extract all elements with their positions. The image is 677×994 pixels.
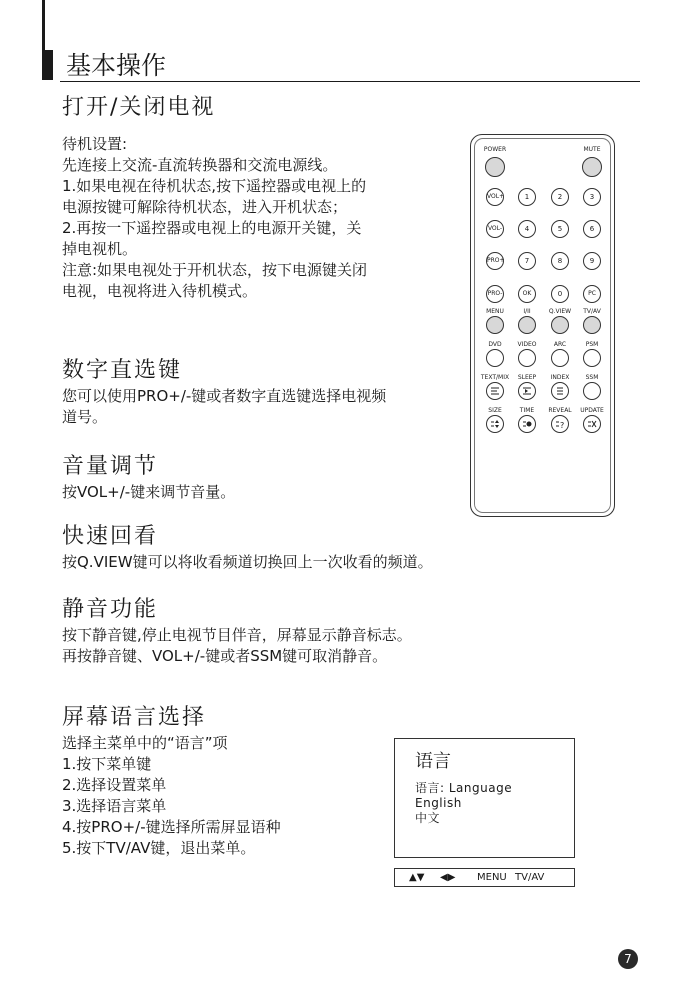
section-title-mute: 静音功能 bbox=[62, 597, 159, 622]
text-line: 5.按下TV/AV键，退出菜单。 bbox=[62, 839, 256, 857]
menu-navigation-bar bbox=[394, 868, 575, 887]
digit-6-button: 6 bbox=[583, 220, 601, 238]
text-line: 按下静音键,停止电视节目伴音，屏幕显示静音标志。 bbox=[62, 626, 412, 644]
power-label: POWER bbox=[483, 146, 507, 153]
menu-button bbox=[486, 316, 504, 334]
dvd-label: DVD bbox=[488, 341, 502, 348]
digit-7-button: 7 bbox=[518, 252, 536, 270]
pro-minus-button: PRO- bbox=[486, 285, 504, 303]
section-title-qview: 快速回看 bbox=[62, 524, 159, 549]
section-title-power: 打开/关闭电视 bbox=[62, 95, 216, 120]
digit-1-button: 1 bbox=[518, 188, 536, 206]
i-ii-label: I/II bbox=[523, 308, 531, 315]
textmix-label: TEXT/MIX bbox=[480, 374, 510, 381]
section-body-language bbox=[62, 733, 281, 859]
time-button bbox=[518, 415, 536, 433]
remote-control-illustration bbox=[470, 134, 615, 517]
digit-4-button: 4 bbox=[518, 220, 536, 238]
section-body-mute bbox=[62, 625, 412, 667]
digit-8-button: 8 bbox=[551, 252, 569, 270]
section-body-qview bbox=[62, 552, 433, 573]
textmix-button bbox=[486, 382, 504, 400]
video-label: VIDEO bbox=[517, 341, 537, 348]
dvd-button bbox=[486, 349, 504, 367]
header-rule bbox=[60, 81, 640, 82]
header-bar-block bbox=[42, 50, 53, 80]
reveal-label: REVEAL bbox=[548, 407, 572, 414]
text-line: 掉电视机。 bbox=[62, 240, 138, 258]
index-icon bbox=[555, 386, 565, 396]
digit-5-button: 5 bbox=[551, 220, 569, 238]
text-line: 3.选择语言菜单 bbox=[62, 797, 167, 815]
reveal-icon bbox=[555, 419, 565, 429]
text-line: 您可以使用PRO+/-键或者数字直选键选择电视频 bbox=[62, 387, 387, 405]
index-button bbox=[551, 382, 569, 400]
ssm-label: SSM bbox=[585, 374, 599, 381]
section-body-digit bbox=[62, 386, 386, 428]
text-line: 2.选择设置菜单 bbox=[62, 776, 167, 794]
ok-button: OK bbox=[518, 285, 536, 303]
update-icon bbox=[587, 419, 597, 429]
sleep-button bbox=[518, 382, 536, 400]
menu-label: MENU bbox=[486, 308, 504, 315]
page-number-badge: 7 bbox=[618, 949, 638, 969]
arc-label: ARC bbox=[553, 341, 567, 348]
tvav-label: TV/AV bbox=[583, 308, 601, 315]
section-body-volume bbox=[62, 482, 235, 503]
digit-2-button: 2 bbox=[551, 188, 569, 206]
mute-label: MUTE bbox=[583, 146, 601, 153]
menu-screen-line: English bbox=[415, 796, 462, 810]
svg-text:?: ? bbox=[560, 421, 565, 429]
video-button bbox=[518, 349, 536, 367]
psm-button bbox=[583, 349, 601, 367]
power-button bbox=[485, 157, 505, 177]
menu-screen-line: 中文 bbox=[415, 811, 441, 825]
text-line: 注意:如果电视处于开机状态，按下电源键关闭 bbox=[62, 261, 368, 279]
nav-tvav-label: TV/AV bbox=[515, 872, 545, 883]
size-label: SIZE bbox=[488, 407, 502, 414]
text-line: 再按静音键、VOL+/-键或者SSM键可取消静音。 bbox=[62, 647, 388, 665]
tvav-button bbox=[583, 316, 601, 334]
text-line: 先连接上交流-直流转换器和交流电源线。 bbox=[62, 156, 338, 174]
i-ii-button bbox=[518, 316, 536, 334]
time-label: TIME bbox=[519, 407, 535, 414]
language-menu-screen bbox=[394, 738, 575, 858]
text-line: 道号。 bbox=[62, 408, 108, 426]
mute-button bbox=[582, 157, 602, 177]
up-down-arrows-icon: ▲▼ bbox=[409, 872, 425, 883]
text-line: 电视，电视将进入待机模式。 bbox=[62, 282, 258, 300]
vol-plus-button: VOL+ bbox=[486, 188, 504, 206]
header-bar-line bbox=[42, 0, 45, 50]
arc-button bbox=[551, 349, 569, 367]
nav-menu-label: MENU bbox=[477, 872, 507, 883]
qview-label: Q.VIEW bbox=[548, 308, 572, 315]
section-title-volume: 音量调节 bbox=[62, 454, 159, 479]
sleep-icon bbox=[522, 386, 532, 396]
pro-plus-button: PRO+ bbox=[486, 252, 504, 270]
ssm-button bbox=[583, 382, 601, 400]
text-mix-icon bbox=[490, 386, 500, 396]
section-title-digit: 数字直选键 bbox=[62, 358, 183, 383]
sleep-label: SLEEP bbox=[517, 374, 537, 381]
vol-minus-button: VOL- bbox=[486, 220, 504, 238]
text-line: 选择主菜单中的“语言”项 bbox=[62, 734, 228, 752]
psm-label: PSM bbox=[585, 341, 599, 348]
section-title-language: 屏幕语言选择 bbox=[62, 705, 207, 730]
update-label: UPDATE bbox=[580, 407, 604, 414]
text-line: 1.按下菜单键 bbox=[62, 755, 152, 773]
text-line: 1.如果电视在待机状态,按下遥控器或电视上的 bbox=[62, 177, 367, 195]
update-button bbox=[583, 415, 601, 433]
size-icon bbox=[490, 419, 500, 429]
section-body-power bbox=[62, 134, 367, 302]
text-line: 2.再按一下遥控器或电视上的电源开关键，关 bbox=[62, 219, 362, 237]
page-title: 基本操作 bbox=[66, 51, 167, 80]
text-line: 待机设置: bbox=[62, 135, 128, 153]
qview-button bbox=[551, 316, 569, 334]
left-right-arrows-icon: ◀▶ bbox=[440, 872, 456, 883]
time-icon bbox=[522, 419, 532, 429]
text-line: 按VOL+/-键来调节音量。 bbox=[62, 483, 236, 501]
size-button bbox=[486, 415, 504, 433]
pc-button: PC bbox=[583, 285, 601, 303]
reveal-button bbox=[551, 415, 569, 433]
text-line: 电源按键可解除待机状态，进入开机状态； bbox=[62, 198, 348, 216]
index-label: INDEX bbox=[550, 374, 570, 381]
digit-0-button: 0 bbox=[551, 285, 569, 303]
text-line: 按Q.VIEW键可以将收看频道切换回上一次收看的频道。 bbox=[62, 553, 433, 571]
digit-3-button: 3 bbox=[583, 188, 601, 206]
menu-screen-line: 语言: Language bbox=[415, 781, 513, 795]
menu-screen-title: 语言 bbox=[415, 751, 451, 772]
text-line: 4.按PRO+/-键选择所需屏显语种 bbox=[62, 818, 281, 836]
digit-9-button: 9 bbox=[583, 252, 601, 270]
